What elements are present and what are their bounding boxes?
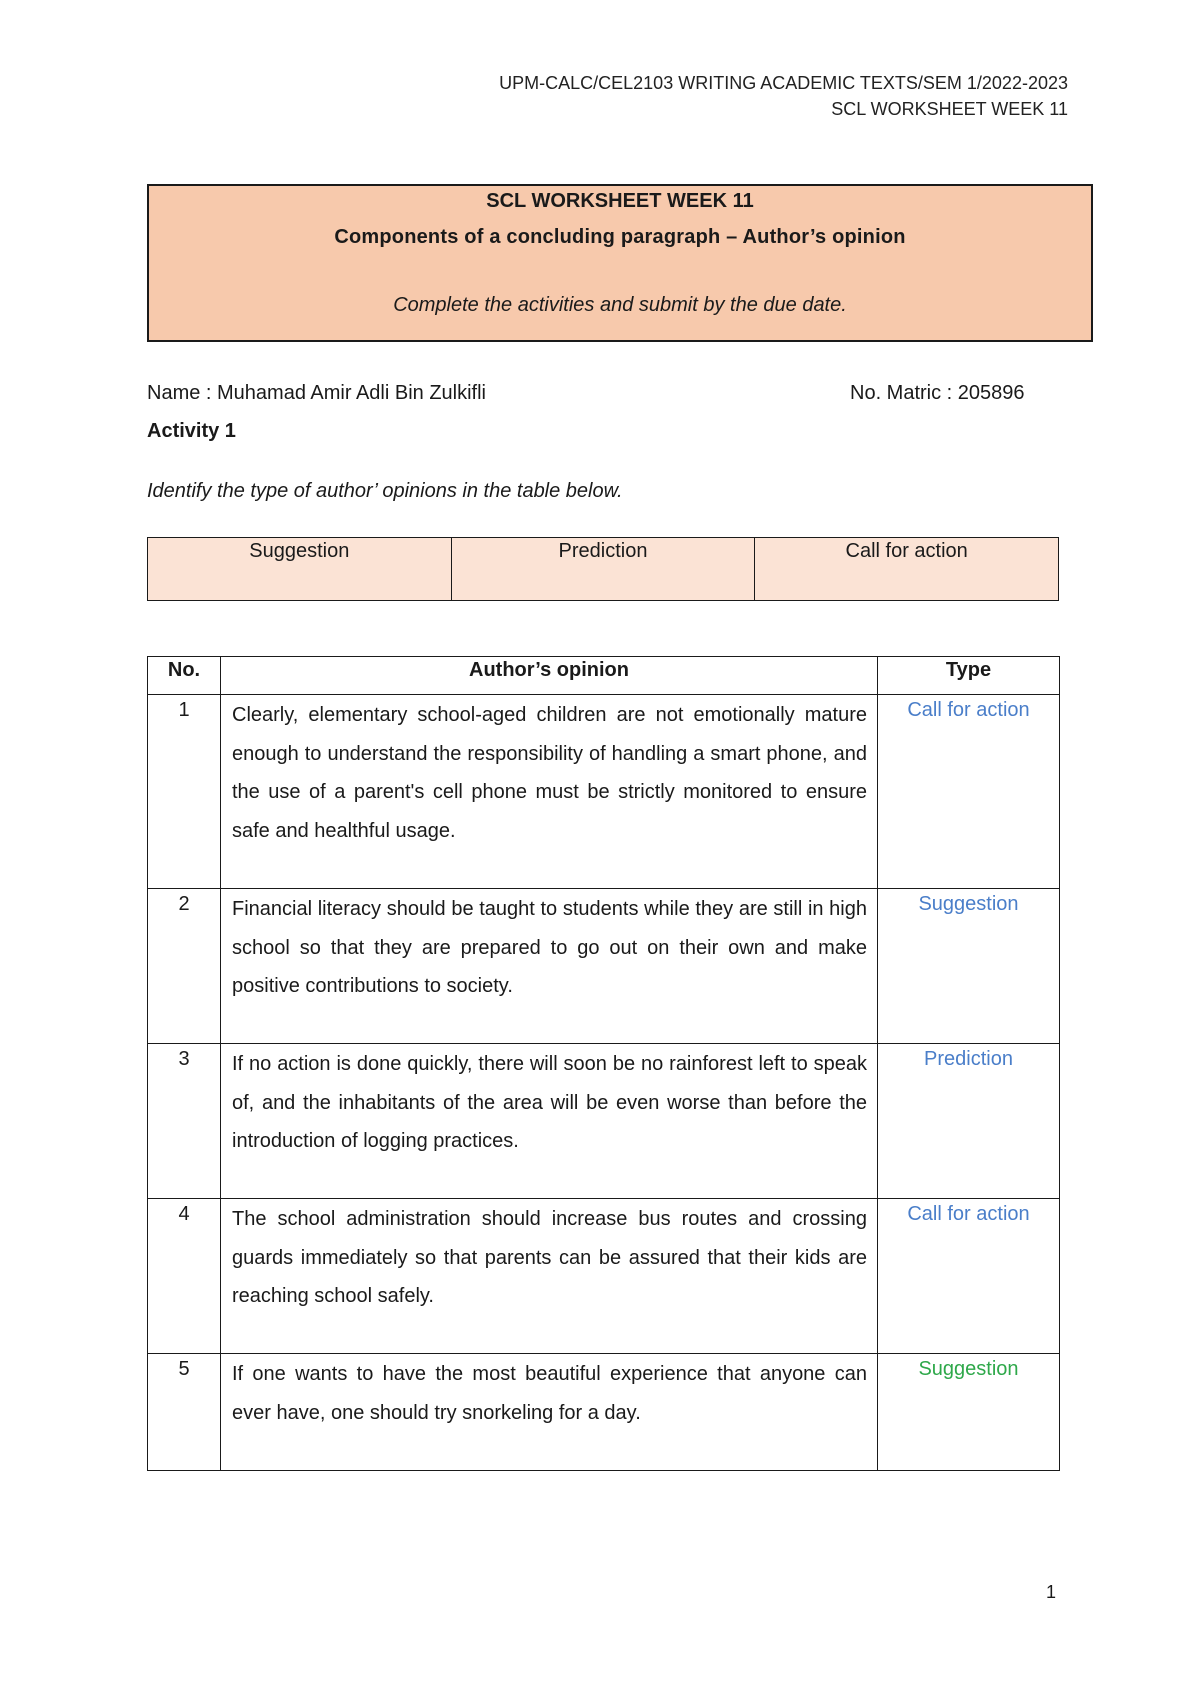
worksheet-title: SCL WORKSHEET WEEK 11 (486, 190, 754, 212)
row-opinion: If one wants to have the most beautiful experience that anyone can ever have, one should try snorkeling for a day. (221, 1354, 878, 1471)
table-row (148, 1354, 1060, 1471)
type-option-call-for-action: Call for action (755, 538, 1059, 601)
student-matric: No. Matric : 205896 (850, 382, 1025, 404)
type-option-prediction: Prediction (451, 538, 755, 601)
page-number: 1 (1046, 1582, 1057, 1602)
activity-title: Activity 1 (147, 420, 236, 442)
column-header-opinion: Author’s opinion (221, 657, 878, 695)
row-opinion: If no action is done quickly, there will soon be no rainforest left to speak of, and the inhabitants of the area will be even worse than before the introduction of logging practices. (221, 1044, 878, 1199)
table-row (148, 1044, 1060, 1199)
table-row (148, 889, 1060, 1044)
opinions-table (147, 656, 1060, 1471)
row-type: Suggestion (878, 1354, 1060, 1471)
row-number: 5 (148, 1354, 221, 1471)
table-header-row (148, 657, 1060, 695)
row-opinion: Financial literacy should be taught to students while they are still in high school so that they are prepared to go out on their own and make positive contributions to society. (221, 889, 878, 1044)
running-header-worksheet: SCL WORKSHEET WEEK 11 (831, 99, 1068, 119)
worksheet-subtitle: Components of a concluding paragraph – Author’s opinion (334, 226, 906, 248)
row-number: 1 (148, 695, 221, 889)
type-option-suggestion: Suggestion (148, 538, 452, 601)
row-opinion: Clearly, elementary school-aged children are not emotionally mature enough to understand the responsibility of handling a smart phone, and the use of a parent's cell phone must be strictly monitored to ensure safe and healthful usage. (221, 695, 878, 889)
row-type: Call for action (878, 1199, 1060, 1354)
row-opinion: The school administration should increase bus routes and crossing guards immediately so that parents can be assured that their kids are reaching school safely. (221, 1199, 878, 1354)
worksheet-instruction: Complete the activities and submit by the due date. (393, 294, 847, 316)
row-type: Prediction (878, 1044, 1060, 1199)
opinion-types-table (147, 537, 1059, 601)
row-number: 2 (148, 889, 221, 1044)
row-number: 3 (148, 1044, 221, 1199)
student-name: Name : Muhamad Amir Adli Bin Zulkifli (147, 382, 487, 404)
row-type: Call for action (878, 695, 1060, 889)
activity-instruction: Identify the type of author’ opinions in the table below. (147, 480, 623, 502)
table-row (148, 1199, 1060, 1354)
row-number: 4 (148, 1199, 221, 1354)
running-header-course: UPM-CALC/CEL2103 WRITING ACADEMIC TEXTS/SEM 1/2022-2023 (499, 73, 1068, 93)
column-header-no: No. (148, 657, 221, 695)
row-type: Suggestion (878, 889, 1060, 1044)
table-row (148, 695, 1060, 889)
running-header (499, 70, 1068, 122)
column-header-type: Type (878, 657, 1060, 695)
title-box (147, 184, 1093, 342)
